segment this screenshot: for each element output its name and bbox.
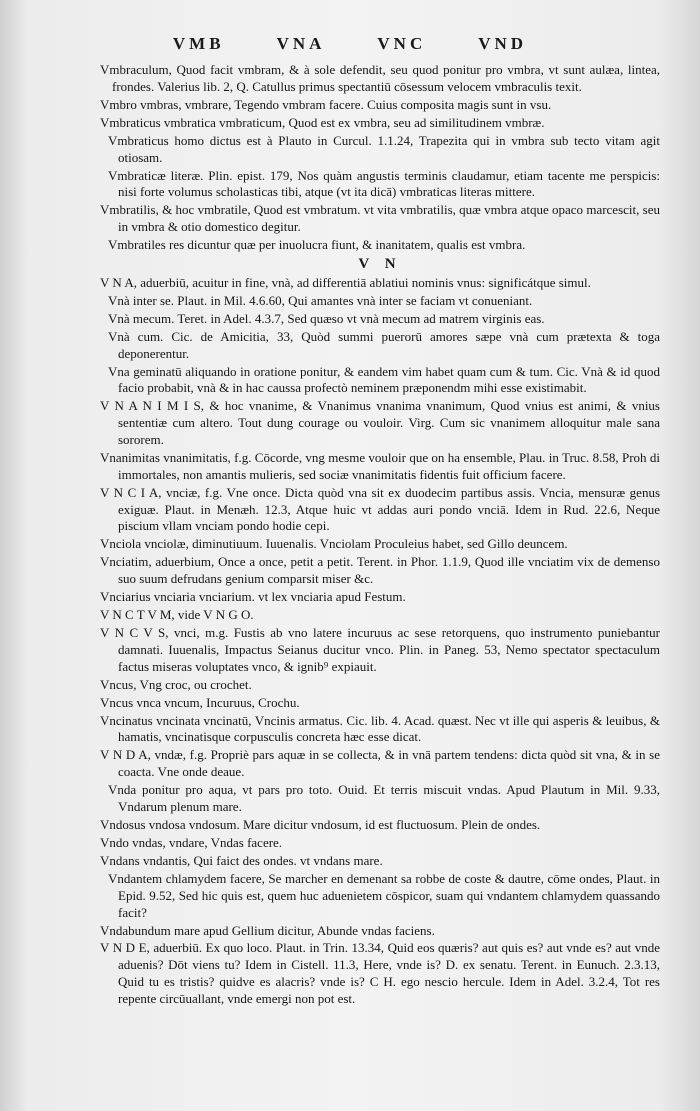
dictionary-entry: Vmbro vmbras, vmbrare, Tegendo vmbram facere. Cuius composita magis sunt in vsu.	[100, 96, 552, 112]
header-col2: VNA	[276, 34, 326, 53]
dictionary-entry: Vndabundum mare apud Gellium dicitur, Abunde vndas faciens.	[100, 922, 435, 938]
dictionary-entry: V N C I A, vnciæ, f.g. Vne once. Dicta quòd vna sit ex duodecim partibus assis. Vncia, mensuræ genus exiguæ. Plaut. in Menæh. 12.3, Atque huic vt addas auri pondo vnciā. Idem in Rud. 22.6, Neque piscium vllam vnciam pondo hodie cepi.	[100, 484, 660, 534]
dictionary-entry: Vncus, Vng croc, ou crochet.	[100, 676, 252, 692]
dictionary-entry: Vmbratilis, & hoc vmbratile, Quod est vmbratum. vt vita vmbratilis, quæ vmbra atque opaco marcescit, seu in vmbra & otio domestico degitur.	[100, 202, 660, 235]
dictionary-entry: Vnciatim, aduerbium, Once a once, petit a petit. Terent. in Phor. 1.1.9, Quod ille vnciatim vix de demenso suo suum defrudans genium comparsit miser &c.	[100, 554, 660, 587]
dictionary-entry: Vmbraticus vmbratica vmbraticum, Quod est ex vmbra, seu ad similitudinem vmbræ.	[100, 114, 545, 130]
dictionary-entry: Vnda ponitur pro aqua, vt pars pro toto. Ouid. Et terris miscuit vndas. Apud Plautum in Mil. 9.33, Vndarum plenum mare.	[108, 782, 660, 814]
dictionary-entry: V N D A, vndæ, f.g. Propriè pars aquæ in se collecta, & in vnā partem tendens: dicta quòd sit vna, & in se coacta. Vne onde deaue.	[100, 747, 660, 780]
dictionary-entry: Vnà cum. Cic. de Amicitia, 33, Quòd summi puerorū amores sæpe vnà cum prætexta & toga deponerentur.	[108, 328, 660, 361]
dictionary-entry: Vnciarius vnciaria vnciarium. vt lex vnciaria apud Festum.	[100, 589, 406, 605]
dictionary-entry: Vmbraculum, Quod facit vmbram, & à sole defendit, seu quod ponitur pro vmbra, vt sunt aulæa, lintea, frondes. Valerius lib. 2, Q. Catullus primus spectantiū cōsessum velocem vmbraculis texit.	[100, 62, 660, 94]
dictionary-entry: Vndans vndantis, Qui faict des ondes. vt vndans mare.	[100, 852, 383, 868]
dictionary-entry: Vmbratiles res dicuntur quæ per inuolucra fiunt, & inanitatem, qualis est vmbra.	[108, 237, 526, 253]
dictionary-entry: V N A N I M I S, & hoc vnanime, & Vnanimus vnanima vnanimum, Quod vnius est animi, & vnius sententiæ cum altero. Tout dung courage ou vouloir. Virg. Cum sic vnanimem alloquitur male sana sororem.	[100, 398, 660, 447]
dictionary-entry: V N C T V M, vide V N G O.	[100, 607, 254, 623]
dictionary-entry: Vmbraticæ literæ. Plin. epist. 179, Nos quàm angustis terminis claudamur, etiam tacente me perspicis: nisi forte volumus scholasticas tibi, atque (vt ita dicā) vmbraticas literas mittere.	[108, 167, 660, 200]
dictionary-entry: Vndosus vndosa vndosum. Mare dicitur vndosum, id est fluctuosum. Plein de ondes.	[100, 816, 541, 832]
dictionary-entry: Vndo vndas, vndare, Vndas facere.	[100, 834, 283, 850]
entries-vmb	[100, 62, 660, 254]
dictionary-entry: Vnà inter se. Plaut. in Mil. 4.6.60, Qui amantes vnà inter se faciam vt conueniant.	[108, 292, 533, 308]
dictionary-entry: Vncus vnca vncum, Incuruus, Crochu.	[100, 694, 300, 710]
header-col4: VND	[478, 34, 528, 53]
dictionary-entry: V N D E, aduerbiū. Ex quo loco. Plaut. in Trin. 13.34, Quid eos quæris? aut quis es? aut vnde es? aut vnde aduenis? Dōt viens tu? Idem in Cistell. 11.3, Here, vnde is? D. ex senatu. Terent. in Eunuch. 2.3.13, Quid tu es tristis? quidve es alacris? vnde is? C H. ego nescio hercule. Idem in Adel. 3.2.4, Tot res repente circūuallant, vnde emergi non pot est.	[100, 940, 660, 1006]
dictionary-entry: V N C V S, vnci, m.g. Fustis ab vno latere incuruus ac sese retorquens, quo instrumento puniebantur damnati. Iuuenalis, Impactus Seianus ducitur vnco. Plin. in Paneg. 53, Nemo spectator spectaculum factus miseras voluptates vnco, & ignib⁹ expiauit.	[100, 625, 660, 674]
dictionary-entry: Vna geminatū aliquando in oratione ponitur, & eandem vim habet quam cum & tum. Cic. Vnà & id quod facio probabit, vnà & in hac caussa profectò neminem præponendm mihi esse existimabit.	[108, 363, 660, 396]
dictionary-entry: Vnanimitas vnanimitatis, f.g. Cōcorde, vng mesme vouloir que on ha ensemble, Plau. in Truc. 8.58, Proh di immortales, non amantis mulieris, sed sociæ vnanimitatis fidentis fuit officium facere.	[100, 449, 660, 482]
dictionary-entry: Vmbraticus homo dictus est à Plauto in Curcul. 1.1.24, Trapezita qui in vmbra sub tecto vitam agit otiosam.	[108, 132, 660, 165]
running-header	[0, 34, 700, 54]
section-heading: V N	[358, 255, 402, 272]
dictionary-entry: Vnà mecum. Teret. in Adel. 4.3.7, Sed quæso vt vnà mecum ad matrem virginis eas.	[108, 310, 545, 326]
dictionary-entry: Vndantem chlamydem facere, Se marcher en demenant sa robbe de coste & dautre, cōme ondes, Plaut. in Epid. 9.52, Sed hic quis est, quem huc aduenietem cōspicor, suam qui vndantem chlamydem quassando facit?	[108, 870, 660, 920]
page-body	[100, 62, 660, 1009]
dictionary-entry: Vncinatus vncinata vncinatū, Vncinis armatus. Cic. lib. 4. Acad. quæst. Nec vt ille qui asperis & leuibus, & hamatis, vncinatisque corpusculis concreta hæc esse dicat.	[100, 712, 660, 745]
dictionary-entry: V N A, aduerbiū, acuitur in fine, vnà, ad differentiā ablatiui nominis vnus: significátque simul.	[100, 274, 591, 290]
header-col3: VNC	[377, 34, 427, 53]
entries-vn	[100, 275, 660, 1008]
header-col1: VMB	[172, 34, 225, 53]
dictionary-entry: Vnciola vnciolæ, diminutiuum. Iuuenalis. Vnciolam Proculeius habet, sed Gillo deuncem.	[100, 536, 568, 552]
